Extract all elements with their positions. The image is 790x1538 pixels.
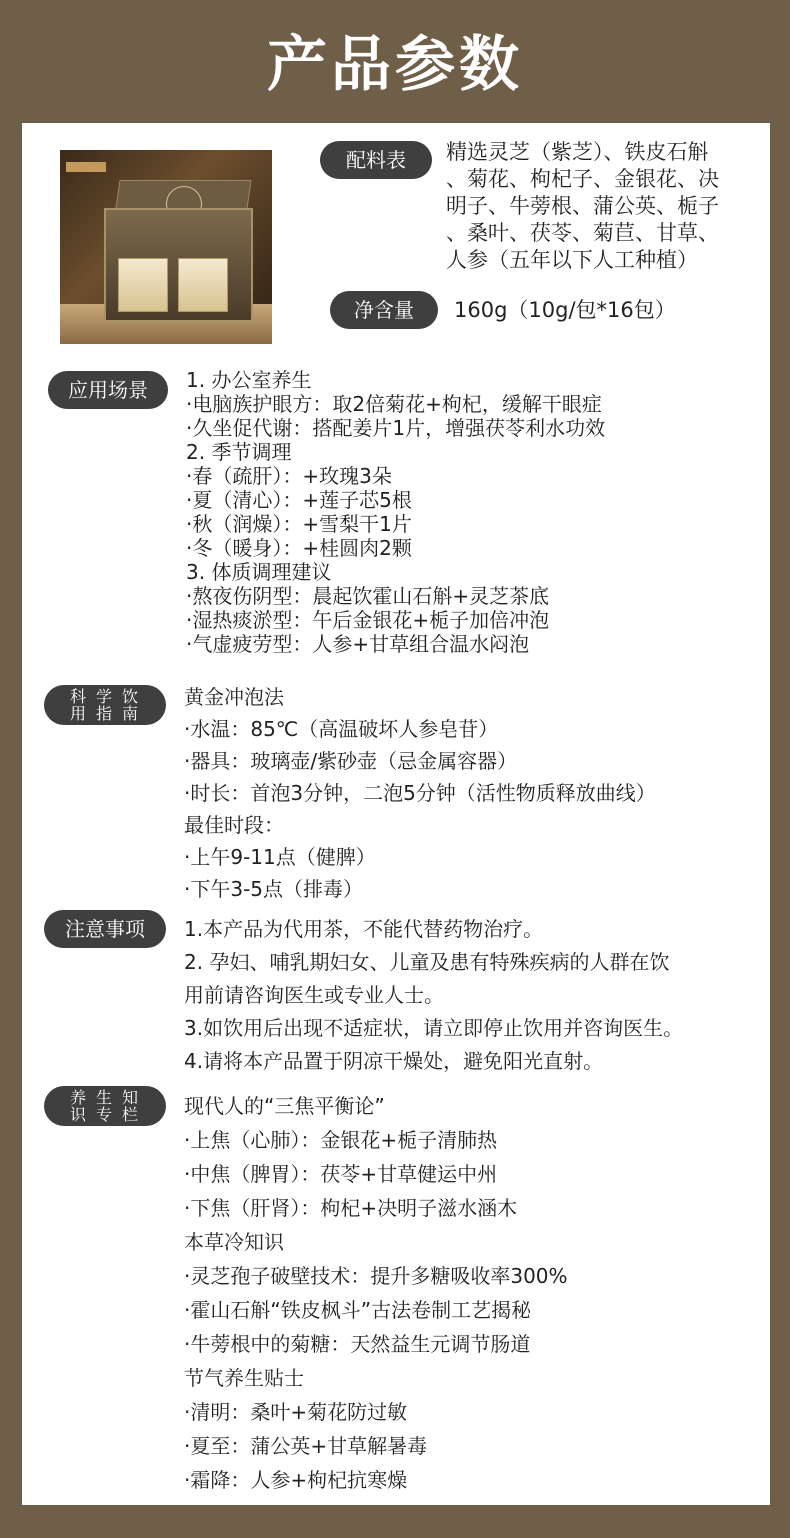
content-panel — [22, 123, 770, 1505]
knowledge-line: 现代人的“三焦平衡论” — [184, 1094, 385, 1118]
scenes-line: ·气虚疲劳型：人参+甘草组合温水闷泡 — [186, 632, 530, 656]
scenes-line: ·夏（清心）：+莲子芯5根 — [186, 488, 412, 512]
notes-text — [184, 913, 683, 1078]
guide-line: ·上午9-11点（健脾） — [184, 845, 376, 869]
guide-label — [44, 685, 166, 725]
scenes-line: ·熬夜伤阴型：晨起饮霍山石斛+灵芝茶底 — [186, 584, 550, 608]
ingredients-line: 精选灵芝（紫芝）、铁皮石斛 — [446, 140, 709, 164]
knowledge-line: ·上焦（心肺）：金银花+栀子清肺热 — [184, 1128, 498, 1152]
ingredients-text — [446, 139, 719, 274]
tea-tin-right — [178, 258, 228, 312]
knowledge-label-line: 识专栏 — [69, 1105, 148, 1124]
ingredients-line: 人参（五年以下人工种植） — [446, 248, 698, 272]
scenes-text — [186, 368, 605, 656]
knowledge-text — [184, 1089, 568, 1497]
product-image — [60, 150, 272, 344]
knowledge-label — [44, 1086, 166, 1126]
ingredients-line: 、菊花、枸杞子、金银花、决 — [446, 167, 719, 191]
guide-line: 黄金冲泡法 — [184, 685, 284, 709]
guide-line: 最佳时段： — [184, 813, 284, 837]
notes-line: 2. 孕妇、哺乳期妇女、儿童及患有特殊疾病的人群在饮 — [184, 950, 670, 974]
knowledge-label-line: 养生知 — [69, 1088, 148, 1107]
knowledge-line: ·霍山石斛“铁皮枫斗”古法卷制工艺揭秘 — [184, 1298, 532, 1322]
guide-label-line: 科学饮 — [69, 687, 148, 706]
notes-line: 3.如饮用后出现不适症状，请立即停止饮用并咨询医生。 — [184, 1016, 684, 1040]
guide-line: ·时长：首泡3分钟，二泡5分钟（活性物质释放曲线） — [184, 781, 656, 805]
knowledge-line: ·夏至：蒲公英+甘草解暑毒 — [184, 1434, 428, 1458]
knowledge-line: 节气养生贴士 — [184, 1366, 304, 1390]
knowledge-line: ·牛蒡根中的菊糖：天然益生元调节肠道 — [184, 1332, 531, 1356]
guide-line: ·器具：玻璃壶/紫砂壶（忌金属容器） — [184, 749, 518, 773]
ingredients-line: 、桑叶、茯苓、菊苣、甘草、 — [446, 221, 719, 245]
notes-line: 1.本产品为代用茶，不能代替药物治疗。 — [184, 917, 544, 941]
knowledge-line: ·霜降：人参+枸杞抗寒燥 — [184, 1468, 408, 1492]
scenes-line: ·湿热痰淤型：午后金银花+栀子加倍冲泡 — [186, 608, 550, 632]
ingredients-label: 配料表 — [320, 141, 432, 179]
knowledge-line: 本草冷知识 — [184, 1230, 284, 1254]
scenes-line: 1. 办公室养生 — [186, 368, 312, 392]
ingredients-line: 明子、牛蒡根、蒲公英、栀子 — [446, 194, 719, 218]
brand-logo — [66, 162, 106, 172]
net-weight-label: 净含量 — [330, 291, 438, 329]
guide-line: ·下午3-5点（排毒） — [184, 877, 364, 901]
knowledge-line: ·清明：桑叶+菊花防过敏 — [184, 1400, 408, 1424]
notes-line: 用前请咨询医生或专业人士。 — [184, 983, 444, 1007]
guide-text — [184, 681, 656, 905]
scenes-line: ·电脑族护眼方：取2倍菊花+枸杞，缓解干眼症 — [186, 392, 602, 416]
knowledge-line: ·中焦（脾胃）：茯苓+甘草健运中州 — [184, 1162, 498, 1186]
scenes-label: 应用场景 — [48, 371, 168, 409]
guide-line: ·水温：85℃（高温破坏人参皂苷） — [184, 717, 499, 741]
scenes-line: 3. 体质调理建议 — [186, 560, 332, 584]
scenes-line: ·春（疏肝）：+玫瑰3朵 — [186, 464, 392, 488]
notes-label: 注意事项 — [44, 910, 166, 948]
page-title: 产品参数 — [267, 30, 523, 100]
net-weight-value: 160g（10g/包*16包） — [454, 298, 676, 322]
guide-label-line: 用指南 — [69, 704, 148, 723]
tea-tin-left — [118, 258, 168, 312]
scenes-line: ·秋（润燥）：+雪梨干1片 — [186, 512, 412, 536]
knowledge-line: ·下焦（肝肾）：枸杞+决明子滋水涵木 — [184, 1196, 518, 1220]
knowledge-line: ·灵芝孢子破壁技术：提升多糖吸收率300% — [184, 1264, 568, 1288]
scenes-line: 2. 季节调理 — [186, 440, 292, 464]
notes-line: 4.请将本产品置于阴凉干燥处，避免阳光直射。 — [184, 1049, 604, 1073]
scenes-line: ·冬（暖身）：+桂圆肉2颗 — [186, 536, 412, 560]
scenes-line: ·久坐促代谢：搭配姜片1片，增强茯苓利水功效 — [186, 416, 606, 440]
